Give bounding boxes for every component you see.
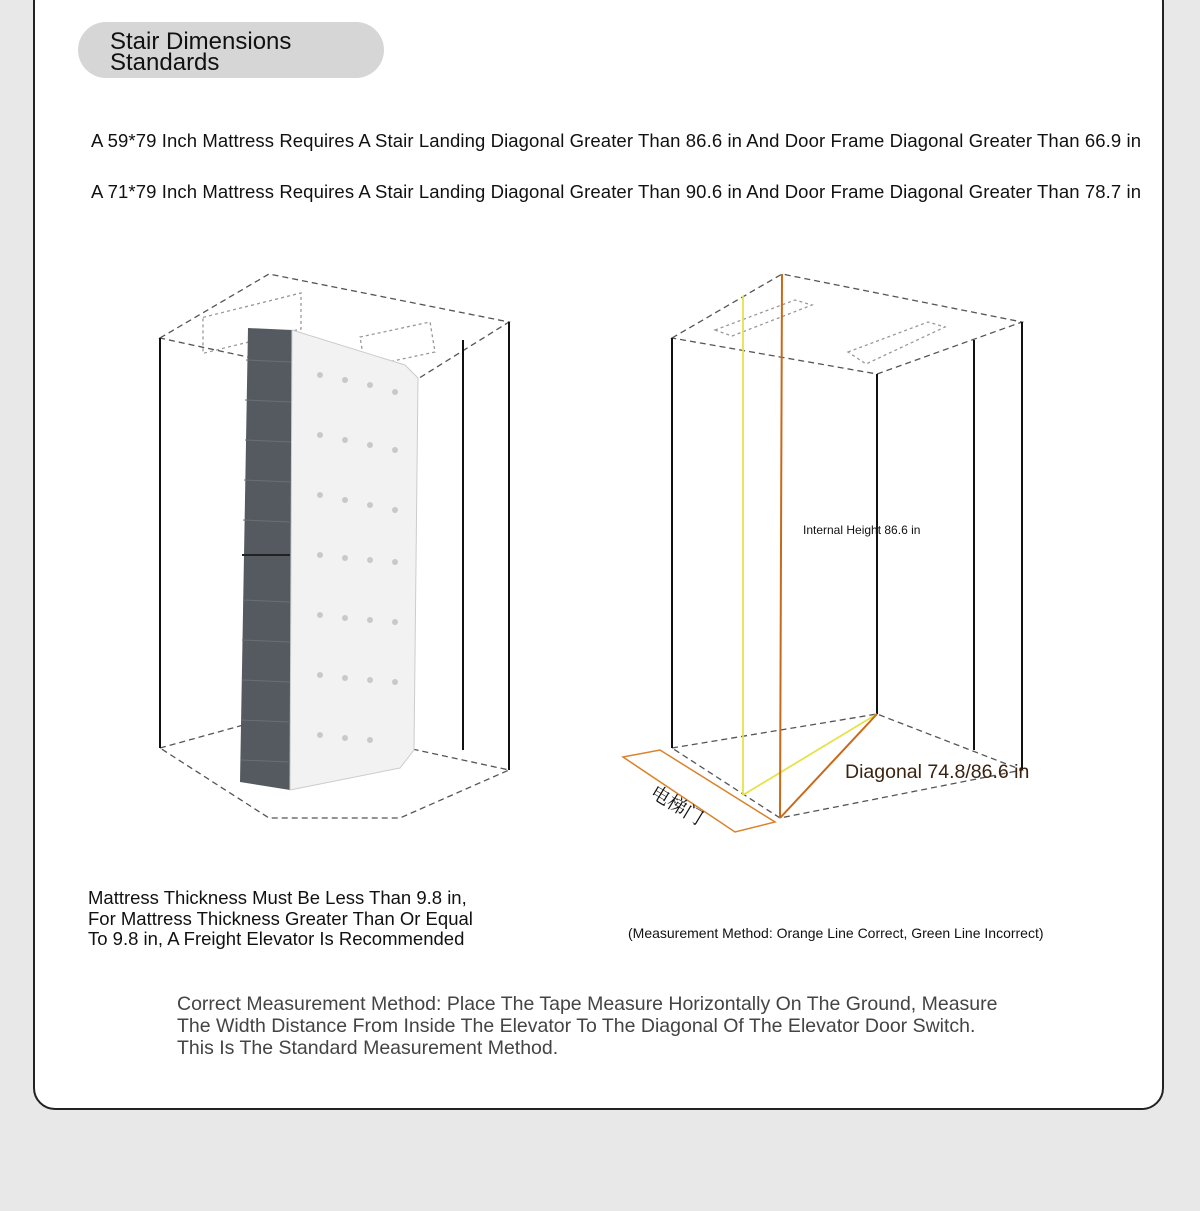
right-box-top bbox=[672, 274, 1022, 374]
correct-method-text bbox=[177, 993, 1037, 1059]
elevator-door-label: 电梯门 bbox=[646, 782, 707, 830]
thickness-note-line-3: To 9.8 in, A Freight Elevator Is Recommended bbox=[88, 928, 465, 949]
mattress-image bbox=[240, 328, 418, 790]
measurement-method-caption: (Measurement Method: Orange Line Correct, Green Line Incorrect) bbox=[628, 925, 1044, 941]
mattress-top bbox=[290, 330, 418, 790]
internal-height-label: Internal Height 86.6 in bbox=[803, 523, 921, 537]
requirement-71x79: A 71*79 Inch Mattress Requires A Stair Landing Diagonal Greater Than 90.6 in And Door Frame Diagonal Greater Than 78.7 in bbox=[91, 181, 1142, 202]
correct-vertical-line bbox=[780, 274, 782, 818]
requirement-59x79: A 59*79 Inch Mattress Requires A Stair Landing Diagonal Greater Than 86.6 in And Door Frame Diagonal Greater Than 66.9 in bbox=[91, 130, 1142, 151]
title-line-1: Stair Dimensions bbox=[110, 28, 292, 55]
method-line-2: The Width Distance From Inside The Elevator To The Diagonal Of The Elevator Door Switch. bbox=[177, 1015, 976, 1037]
thickness-note-line-1: Mattress Thickness Must Be Less Than 9.8 in, bbox=[88, 887, 467, 908]
method-line-3: This Is The Standard Measurement Method. bbox=[177, 1037, 559, 1059]
right-elevator-box bbox=[672, 274, 1022, 818]
right-top-panel-2 bbox=[848, 322, 945, 364]
title-line-2: Standards bbox=[110, 49, 220, 76]
thickness-note bbox=[88, 888, 528, 950]
diagonal-label: Diagonal 74.8/86.6 in bbox=[845, 761, 1030, 783]
right-top-panel-1 bbox=[715, 300, 812, 336]
method-line-1: Correct Measurement Method: Place The Tape Measure Horizontally On The Ground, Measure bbox=[177, 993, 998, 1015]
thickness-note-line-2: For Mattress Thickness Greater Than Or Equal bbox=[88, 907, 473, 929]
